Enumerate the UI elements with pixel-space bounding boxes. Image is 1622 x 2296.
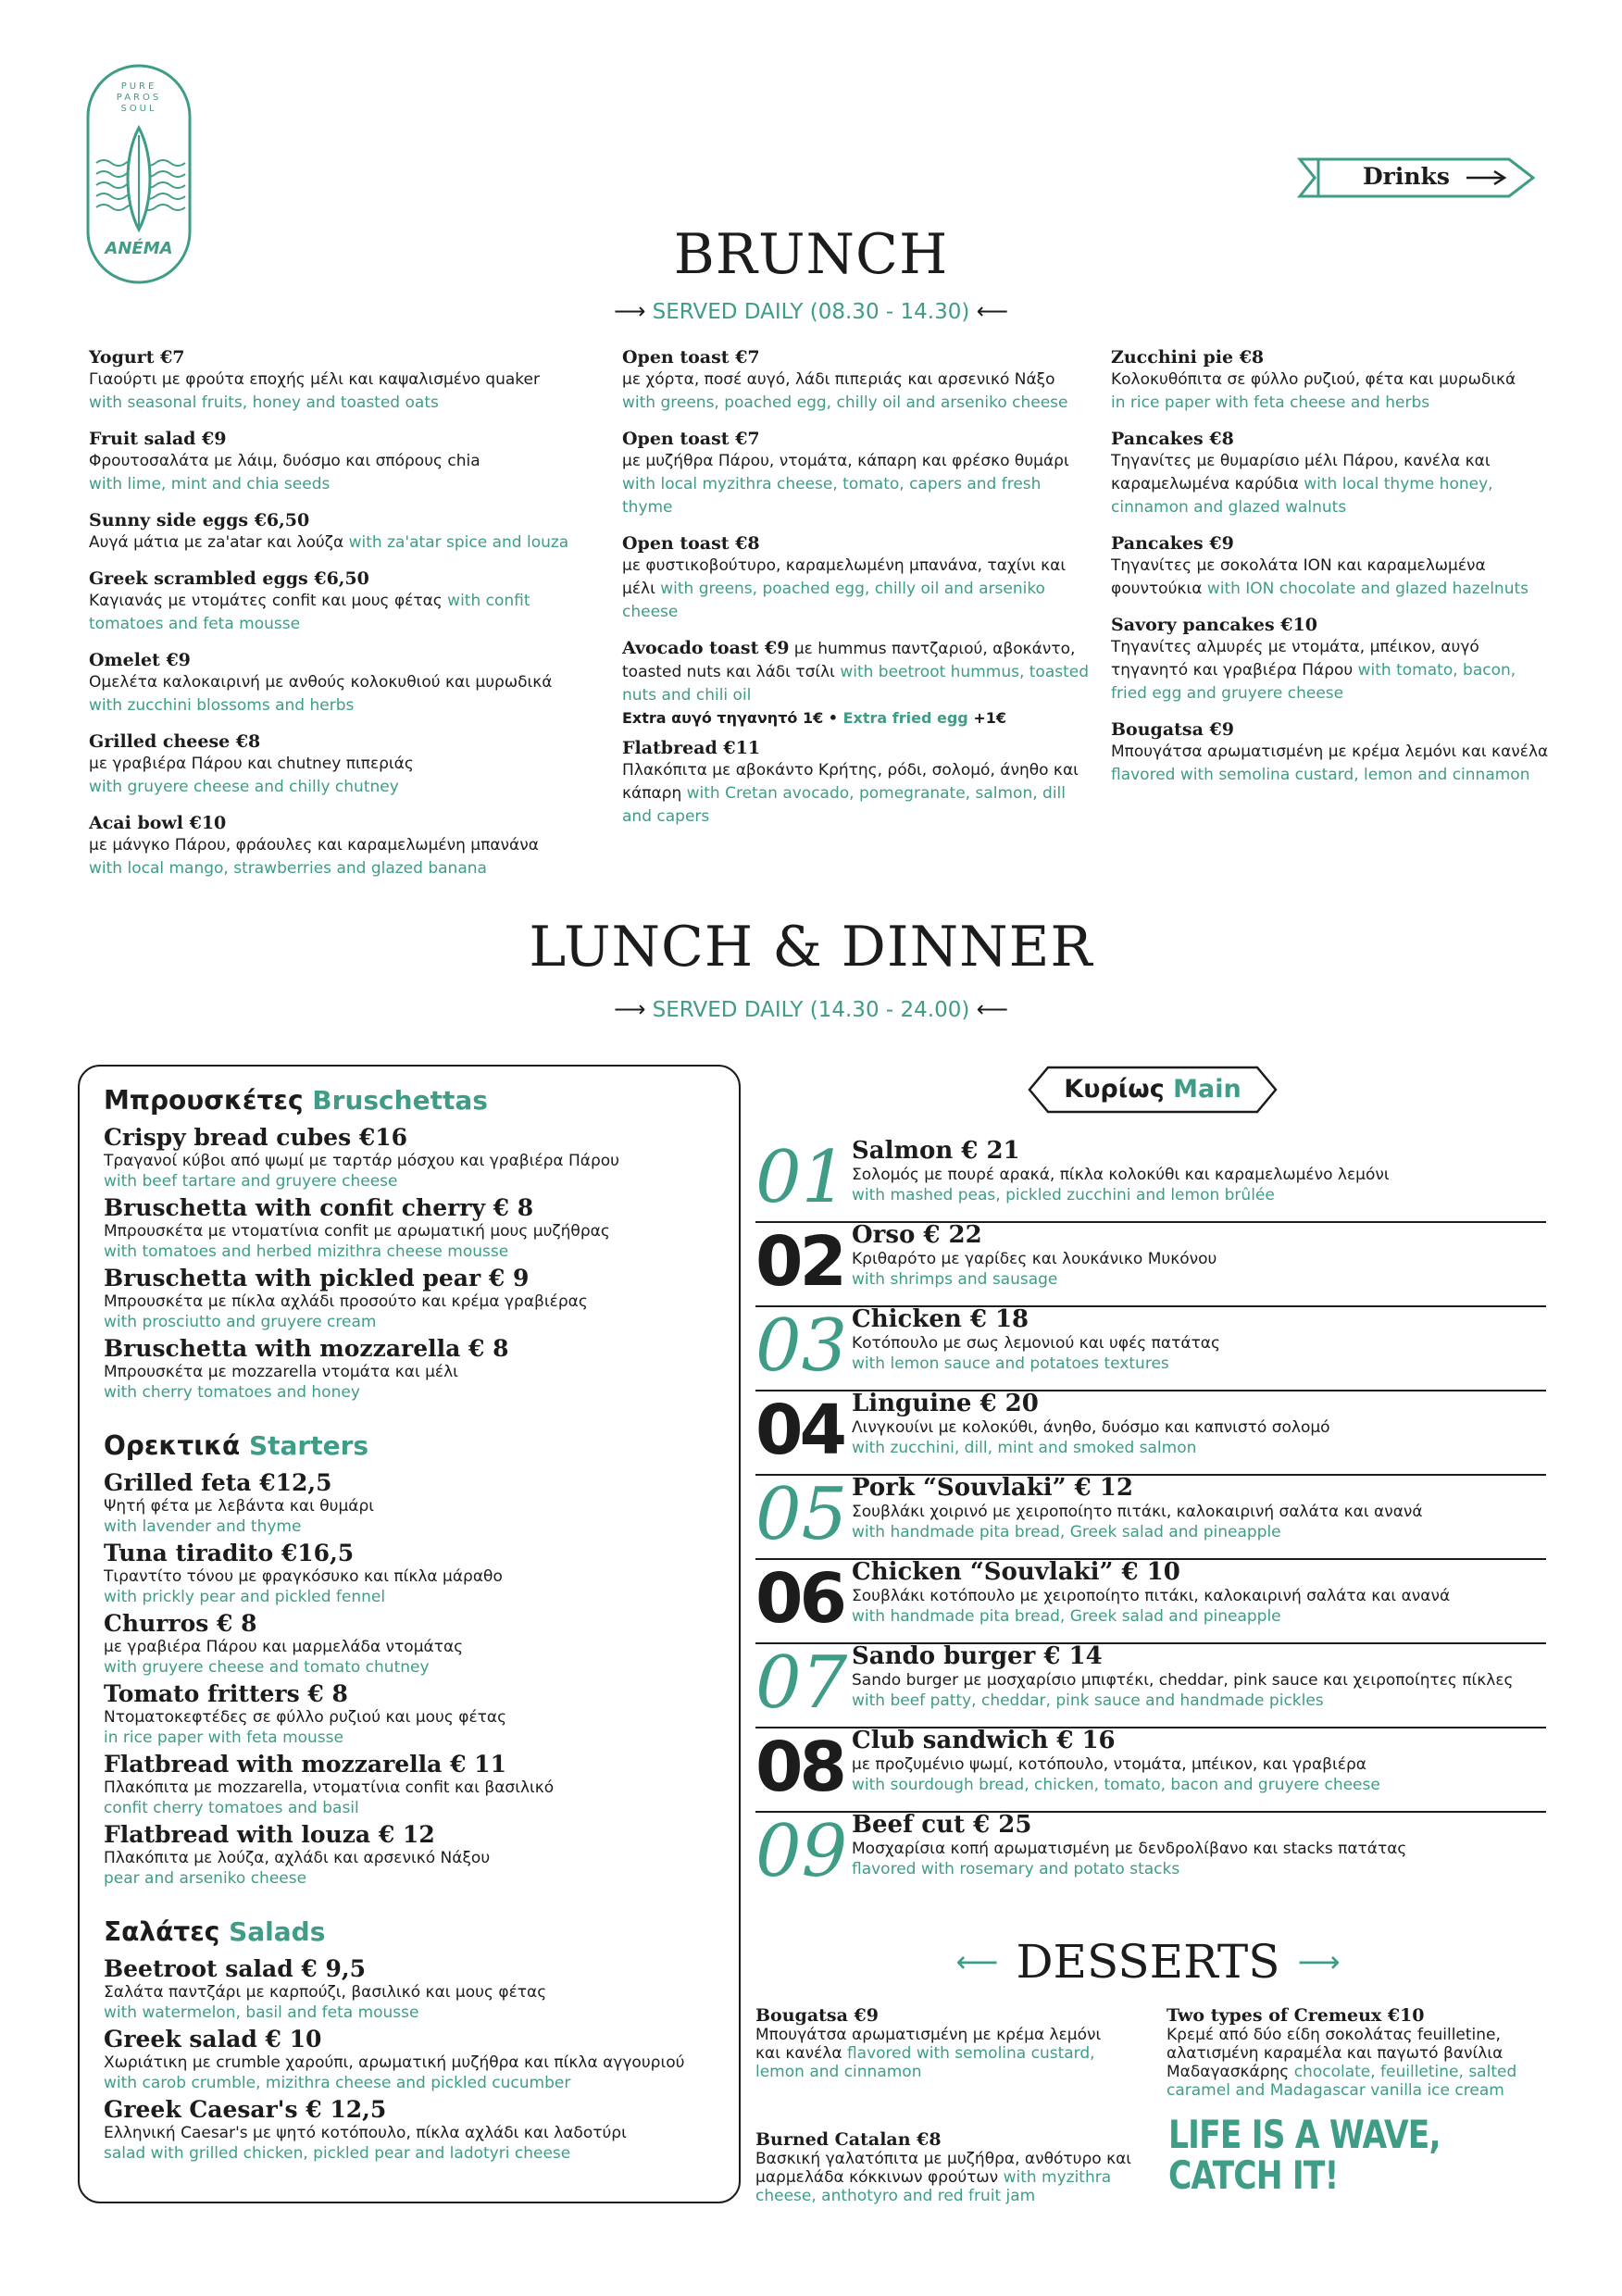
item-greek: με γραβιέρα Πάρου και μαρμελάδα ντομάτας [104,1638,464,1656]
menu-item [104,1125,715,1192]
item-greek: Ομελέτα καλοκαιρινή με ανθούς κολοκυθιού και μυρωδικά [89,673,553,692]
item-english: with confit tomatoes and feta mousse [89,592,530,633]
item-number: 09 [755,1810,848,1893]
item-english: with greens, poached egg, chilly oil and arseniko cheese [622,580,1045,621]
item-english: with shrimps and sausage [852,1270,1058,1289]
heading-english: Starters [248,1430,369,1461]
item-text [852,1811,1406,1879]
item-number: 04 [755,1391,843,1470]
main-item-row [755,1558,1546,1644]
item-name: Sando burger € 14 [852,1642,1103,1670]
item-greek: Σολομός με πουρέ αρακά, πίκλα κολοκύθι και καραμελωμένο λεμόνι [852,1166,1390,1184]
menu-item [104,1195,715,1262]
item-name: Chicken “Souvlaki” € 10 [852,1558,1180,1586]
item-name: Bruschetta with confit cherry € 8 [104,1194,534,1221]
item-greek: Μπουγάτσα αρωματισμένη με κρέμα λεμόνι και κανέλα [1111,742,1549,761]
item-desc [89,531,607,555]
item-name: Orso € 22 [852,1221,982,1249]
drinks-label: Drinks [1363,163,1450,190]
item-desc [622,450,1094,519]
item-greek: Τηγανίτες με θυμαρίσιο μέλι Πάρου, κανέλα και καραμελωμένα καρύδια [1111,452,1491,493]
item-english: with prosciutto and gruyere cream [104,1313,377,1331]
logo-line-3: SOUL [120,104,157,114]
item-english: with sourdough bread, chicken, tomato, bacon and gruyere cheese [852,1776,1380,1794]
slogan-line-2: CATCH IT! [1168,2152,1339,2198]
menu-item [1111,346,1555,415]
item-english: in rice paper with feta mousse [104,1728,343,1747]
item-english: with prickly pear and pickled fennel [104,1588,386,1606]
item-greek: Μπουγάτσα αρωματισμένη με κρέμα λεμόνι και κανέλα [755,2026,1102,2063]
item-english: with ION chocolate and glazed hazelnuts [1206,580,1529,598]
item-text [852,1558,1450,1627]
item-english: pear and arseniko cheese [104,1869,307,1888]
item-greek: Αυγά μάτια με za'atar και λούζα [89,533,344,552]
item-greek: Sando burger με μοσχαρίσιο μπιφτέκι, cheddar, pink sauce και χειροποίητες πίκλες [852,1671,1514,1690]
item-desc [1111,450,1555,519]
item-name: Crispy bread cubes €16 [104,1124,408,1151]
extra-greek: Extra αυγό τηγανητό 1€ • [622,709,839,727]
item-number: 03 [755,1304,848,1388]
item-name: Open toast €7 [622,429,760,449]
drinks-link[interactable] [1296,156,1537,200]
menu-item [622,737,1094,829]
item-greek: Σαλάτα παντζάρι με καρπούζι, βασιλικό και μους φέτας [104,1983,547,2002]
item-text [852,1305,1220,1374]
slogan-line-1: LIFE IS A WAVE, [1168,2112,1441,2157]
item-desc [622,637,1094,707]
menu-item [89,649,607,718]
item-greek: Γιαούρτι με φρούτα εποχής μέλι και καψαλισμένο quaker [89,370,540,389]
item-text [852,1137,1390,1205]
menu-item [104,1681,715,1748]
main-item-row [755,1727,1546,1813]
menu-item [104,2097,715,2164]
item-english: with beef patty, cheddar, pink sauce and handmade pickles [852,1691,1324,1710]
menu-item [1111,614,1555,705]
item-name: Flatbread €11 [622,738,761,758]
item-english: with greens, poached egg, chilly oil and arseniko cheese [622,393,1068,412]
menu-item [89,428,607,496]
brunch-title: BRUNCH [673,222,949,287]
item-name: Avocado toast €9 [622,638,790,658]
menu-item [622,637,1094,730]
menu-item [1111,718,1555,787]
item-name: Chicken € 18 [852,1305,1029,1333]
item-english: with local myzithra cheese, tomato, capers and fresh thyme [622,475,1042,517]
item-name: Bruschetta with pickled pear € 9 [104,1265,530,1292]
menu-item [104,2027,715,2093]
menu-item [622,428,1094,519]
arrow-left-icon: ⟵ [976,298,1009,324]
item-greek: Τηγανίτες αλμυρές με ντομάτα, μπέικον, αυγό τηγανητό και γραβιέρα Πάρου [1111,638,1479,680]
item-english: confit cherry tomatoes and basil [104,1799,359,1817]
arrow-right-icon: ⟶ [1297,1944,1341,1979]
starters-heading [104,1430,715,1461]
item-name: Zucchini pie €8 [1111,347,1265,368]
item-english: with lime, mint and chia seeds [89,475,331,493]
item-name: Savory pancakes €10 [1111,615,1317,635]
item-english: with carob crumble, mizithra cheese and pickled cucumber [104,2074,571,2092]
item-text [852,1474,1423,1542]
dessert-item [1167,2005,1555,2100]
extra-english: Extra fried egg [842,709,968,727]
item-number: 06 [755,1559,843,1639]
item-name: Grilled cheese €8 [89,731,261,752]
logo-line-1: PURE [120,81,157,92]
item-greek: Καγιανάς με ντομάτες confit και μους φέτας [89,592,443,610]
item-name: Bougatsa €9 [755,2005,879,2026]
main-item-row [755,1642,1546,1728]
heading-english: Salads [229,1916,326,1947]
main-item-row [755,1811,1546,1895]
item-greek: Κριθαρότο με γαρίδες και λουκάνικο Μυκόνου [852,1250,1217,1268]
main-item-row [755,1474,1546,1560]
item-english: with lemon sauce and potatoes textures [852,1354,1169,1373]
item-english: with myzithra cheese, anthotyro and red fruit jam [755,2168,1112,2205]
menu-item [89,812,607,880]
item-english: with lavender and thyme [104,1517,302,1536]
item-greek: Κρεμέ από δύο είδη σοκολάτας feuilletine, αλατισμένη καραμέλα και παγωτό βανίλια Μαδαγασκάρης [1167,2026,1503,2081]
item-number: 07 [755,1641,848,1725]
item-english: with gruyere cheese and tomato chutney [104,1658,430,1677]
main-heading-tag [1028,1065,1278,1115]
item-english: flavored with semolina custard, lemon and cinnamon [1111,766,1530,784]
arrow-right-icon: ⟶ [613,298,646,324]
item-english: with local mango, strawberries and glazed banana [89,859,487,878]
item-name: Greek salad € 10 [104,2026,322,2053]
item-english: with watermelon, basil and feta mousse [104,2003,419,2022]
item-greek: με προζυμένιο ψωμί, κοτόπουλο, ντομάτα, μπέικον, και γραβιέρα [852,1755,1366,1774]
item-english: with beetroot hummus, toasted nuts and chili oil [622,663,1090,705]
item-greek: Φρουτοσαλάτα με λάιμ, δυόσμο και σπόρους chia [89,452,480,470]
item-english: with gruyere cheese and chilly chutney [89,778,399,796]
dessert-item [755,2005,1126,2081]
logo-line-2: PAROS [116,93,162,103]
desserts-title: DESSERTS [1016,1935,1280,1989]
item-greek: με γραβιέρα Πάρου και chutney πιπεριάς [89,755,414,773]
menu-item [104,1611,715,1678]
item-english: in rice paper with feta cheese and herbs [1111,393,1430,412]
main-item-row [755,1221,1546,1307]
logo-brand-text: ANÉMA [105,239,173,258]
heading-english: Bruschettas [312,1085,488,1116]
brunch-served-text: SERVED DAILY (08.30 - 14.30) [652,300,970,324]
item-text [852,1642,1514,1711]
item-name: Pancakes €9 [1111,533,1234,554]
item-name: Fruit salad €9 [89,429,227,449]
lunch-served-text: SERVED DAILY (14.30 - 24.00) [652,998,970,1022]
item-greek: με hummus παντζαριού, αβοκάντο, toasted nuts και λάδι τσίλι [622,640,1076,681]
item-name: Two types of Cremeux €10 [1167,2005,1425,2026]
brunch-served [0,298,1622,324]
menu-item [1111,532,1555,601]
item-english: chocolate, feuilletine, salted caramel and Madagascar vanilla ice cream [1167,2063,1517,2100]
item-english: flavored with rosemary and potato stacks [852,1860,1180,1878]
brunch-column-1 [89,346,607,893]
menu-item [104,1822,715,1889]
menu-item [89,346,607,415]
item-desc [89,590,607,636]
item-name: Greek scrambled eggs €6,50 [89,568,369,589]
lunch-dinner-title: LUNCH & DINNER [529,915,1093,980]
item-greek: Ντοματοκεφτέδες σε φύλλο ρυζιού και μους φέτας [104,1708,507,1727]
item-name: Open toast €7 [622,347,760,368]
item-english: with cherry tomatoes and honey [104,1383,360,1402]
brunch-column-2 [622,346,1094,842]
item-number: 01 [755,1136,848,1219]
item-english: with Cretan avocado, pomegranate, salmon, dill and capers [622,784,1066,826]
item-desc [1111,636,1555,705]
item-english: with seasonal fruits, honey and toasted oats [89,393,439,412]
menu-item [622,532,1094,624]
menu-item [622,346,1094,415]
item-english: with local thyme honey, cinnamon and glazed walnuts [1111,475,1493,517]
item-name: Linguine € 20 [852,1390,1039,1417]
main-heading [1028,1075,1278,1104]
item-greek: Ελληνική Caesar's με ψητό κοτόπουλο, πίκλα αχλάδι και λαδοτύρι [104,2124,627,2142]
arrow-right-icon: ⟶ [613,996,646,1022]
item-greek: Τηγανίτες με σοκολάτα ΙΟΝ και καραμελωμένα φουντούκια [1111,556,1486,598]
item-name: Sunny side eggs €6,50 [89,510,310,530]
item-english: with zucchini, dill, mint and smoked salmon [852,1439,1197,1457]
item-english: with handmade pita bread, Greek salad and pineapple [852,1523,1281,1541]
item-greek: Μπρουσκέτα με mozzarella ντομάτα και μέλι [104,1363,458,1381]
item-text [852,1221,1216,1290]
item-greek: Λινγκουίνι με κολοκύθι, άνηθο, δυόσμο και καπνιστό σολομό [852,1418,1330,1437]
menu-item [104,1336,715,1403]
item-greek: Μοσχαρίσια κοπή αρωματισμένη με δενδρολίβανο και stacks πατάτας [852,1840,1407,1858]
heading-english: Main [1173,1075,1241,1104]
item-greek: με μάνγκο Πάρου, φράουλες και καραμελωμένη μπανάνα [89,836,539,855]
item-desc [1111,741,1555,787]
item-name: Churros € 8 [104,1610,257,1637]
item-greek: με φυστικοβούτυρο, καραμελωμένη μπανάνα, ταχίνι και μέλι [622,556,1067,598]
item-desc [755,2150,1154,2205]
item-greek: Χωριάτικη με crumble χαρούπι, αρωματική μυζήθρα και πίκλα αγγουριού [104,2053,685,2072]
item-desc [1111,555,1555,601]
item-name: Open toast €8 [622,533,760,554]
item-greek: Μπρουσκέτα με πίκλα αχλάδι προσούτο και κρέμα γραβιέρας [104,1292,588,1311]
dessert-item [755,2129,1154,2205]
menu-item [104,1266,715,1332]
item-name: Salmon € 21 [852,1137,1020,1165]
item-name: Club sandwich € 16 [852,1727,1116,1754]
item-name: Bruschetta with mozzarella € 8 [104,1335,509,1362]
item-desc [622,555,1094,624]
brunch-column-3 [1111,346,1555,800]
item-name: Greek Caesar's € 12,5 [104,2096,387,2123]
item-english: with beef tartare and gruyere cheese [104,1172,398,1191]
item-english: with tomato, bacon, fried egg and gruyere cheese [1111,661,1516,703]
menu-item [89,509,607,555]
main-item-row [755,1137,1546,1223]
item-desc [622,759,1094,829]
item-desc [755,2026,1126,2081]
item-english: with mashed peas, pickled zucchini and lemon brûlée [852,1186,1275,1204]
item-name: Beetroot salad € 9,5 [104,1955,367,1982]
lunch-served [0,996,1622,1022]
arrow-left-icon: ⟵ [976,996,1009,1022]
extra-egg-note [622,707,1094,730]
slogan [1168,2112,1441,2198]
item-greek: Σουβλάκι κοτόπουλο με χειροποίητο πιτάκι, καλοκαιρινή σαλάτα και ανανά [852,1587,1451,1605]
item-name: Tomato fritters € 8 [104,1680,348,1707]
item-number: 02 [755,1222,843,1302]
bruschettas-heading [104,1085,715,1116]
item-greek: Μπρουσκέτα με ντοματίνια confit με αρωματική μους μυζήθρας [104,1222,610,1241]
item-greek: Βασκική γαλατόπιτα με μυζήθρα, ανθότυρο και μαρμελάδα κόκκινων φρούτων [755,2150,1132,2187]
item-text [852,1390,1330,1458]
item-greek: Σουβλάκι χοιρινό με χειροποίητο πιτάκι, καλοκαιρινή σαλάτα και ανανά [852,1503,1423,1521]
item-name: Acai bowl €10 [89,813,227,833]
item-name: Pork “Souvlaki” € 12 [852,1474,1133,1502]
menu-item [89,730,607,799]
item-english: with handmade pita bread, Greek salad and pineapple [852,1607,1281,1626]
heading-greek: Μπρουσκέτες [104,1085,304,1116]
item-greek: Τιραντίτο τόνου με φραγκόσυκο και πίκλα μάραθο [104,1567,503,1586]
extra-price: +1€ [973,709,1006,727]
menu-item [104,1541,715,1607]
main-item-row [755,1390,1546,1476]
heading-greek: Ορεκτικά [104,1430,241,1461]
item-name: Tuna tiradito €16,5 [104,1540,355,1566]
menu-item [104,1752,715,1818]
menu-item [89,568,607,636]
main-item-row [755,1305,1546,1391]
item-greek: Κολοκυθόπιτα σε φύλλο ρυζιού, φέτα και μυρωδικά [1111,370,1516,389]
item-text [852,1727,1380,1795]
item-name: Bougatsa €9 [1111,719,1234,740]
item-greek: Πλακόπιτα με mozzarella, ντοματίνια confit και βασιλικό [104,1778,555,1797]
item-greek: Πλακόπιτα με λούζα, αχλάδι και αρσενικό Νάξου [104,1849,491,1867]
item-english: flavored with semolina custard, lemon and cinnamon [755,2044,1095,2081]
item-greek: Ψητή φέτα με λεβάντα και θυμάρι [104,1497,375,1516]
item-greek: Κοτόπουλο με σως λεμονιού και υφές πατάτας [852,1334,1220,1353]
menu-item [1111,428,1555,519]
item-number: 08 [755,1728,843,1807]
item-greek: Τραγανοί κύβοι από ψωμί με ταρτάρ μόσχου και γραβιέρα Πάρου [104,1152,620,1170]
desserts-header [926,1935,1370,1989]
item-name: Grilled feta €12,5 [104,1469,332,1496]
item-english: with za'atar spice and louza [348,533,569,552]
item-name: Pancakes €8 [1111,429,1234,449]
item-greek: Πλακόπιτα με αβοκάντο Κρήτης, ρόδι, σολομό, άνηθο και κάπαρη [622,761,1079,803]
item-name: Yogurt €7 [89,347,185,368]
salads-heading [104,1916,715,1947]
arrow-left-icon: ⟵ [955,1944,999,1979]
item-english: with zucchini blossoms and herbs [89,696,355,715]
menu-item [104,1956,715,2023]
item-name: Flatbread with louza € 12 [104,1821,435,1848]
item-name: Flatbread with mozzarella € 11 [104,1751,506,1778]
item-desc [1167,2026,1555,2100]
item-english: with tomatoes and herbed mizithra cheese mousse [104,1242,509,1261]
item-name: Burned Catalan €8 [755,2129,942,2150]
item-english: salad with grilled chicken, pickled pear and ladotyri cheese [104,2144,571,2163]
item-name: Beef cut € 25 [852,1811,1032,1839]
item-number: 05 [755,1473,848,1556]
menu-item [104,1470,715,1537]
item-name: Omelet €9 [89,650,191,670]
item-greek: με μυζήθρα Πάρου, ντομάτα, κάπαρη και φρέσκο θυμάρι [622,452,1069,470]
lunch-menu-frame [78,1065,741,2203]
heading-greek: Σαλάτες [104,1916,220,1947]
item-greek: με χόρτα, ποσέ αυγό, λάδι πιπεριάς και αρσενικό Νάξο [622,370,1055,389]
heading-greek: Κυρίως [1064,1075,1165,1104]
